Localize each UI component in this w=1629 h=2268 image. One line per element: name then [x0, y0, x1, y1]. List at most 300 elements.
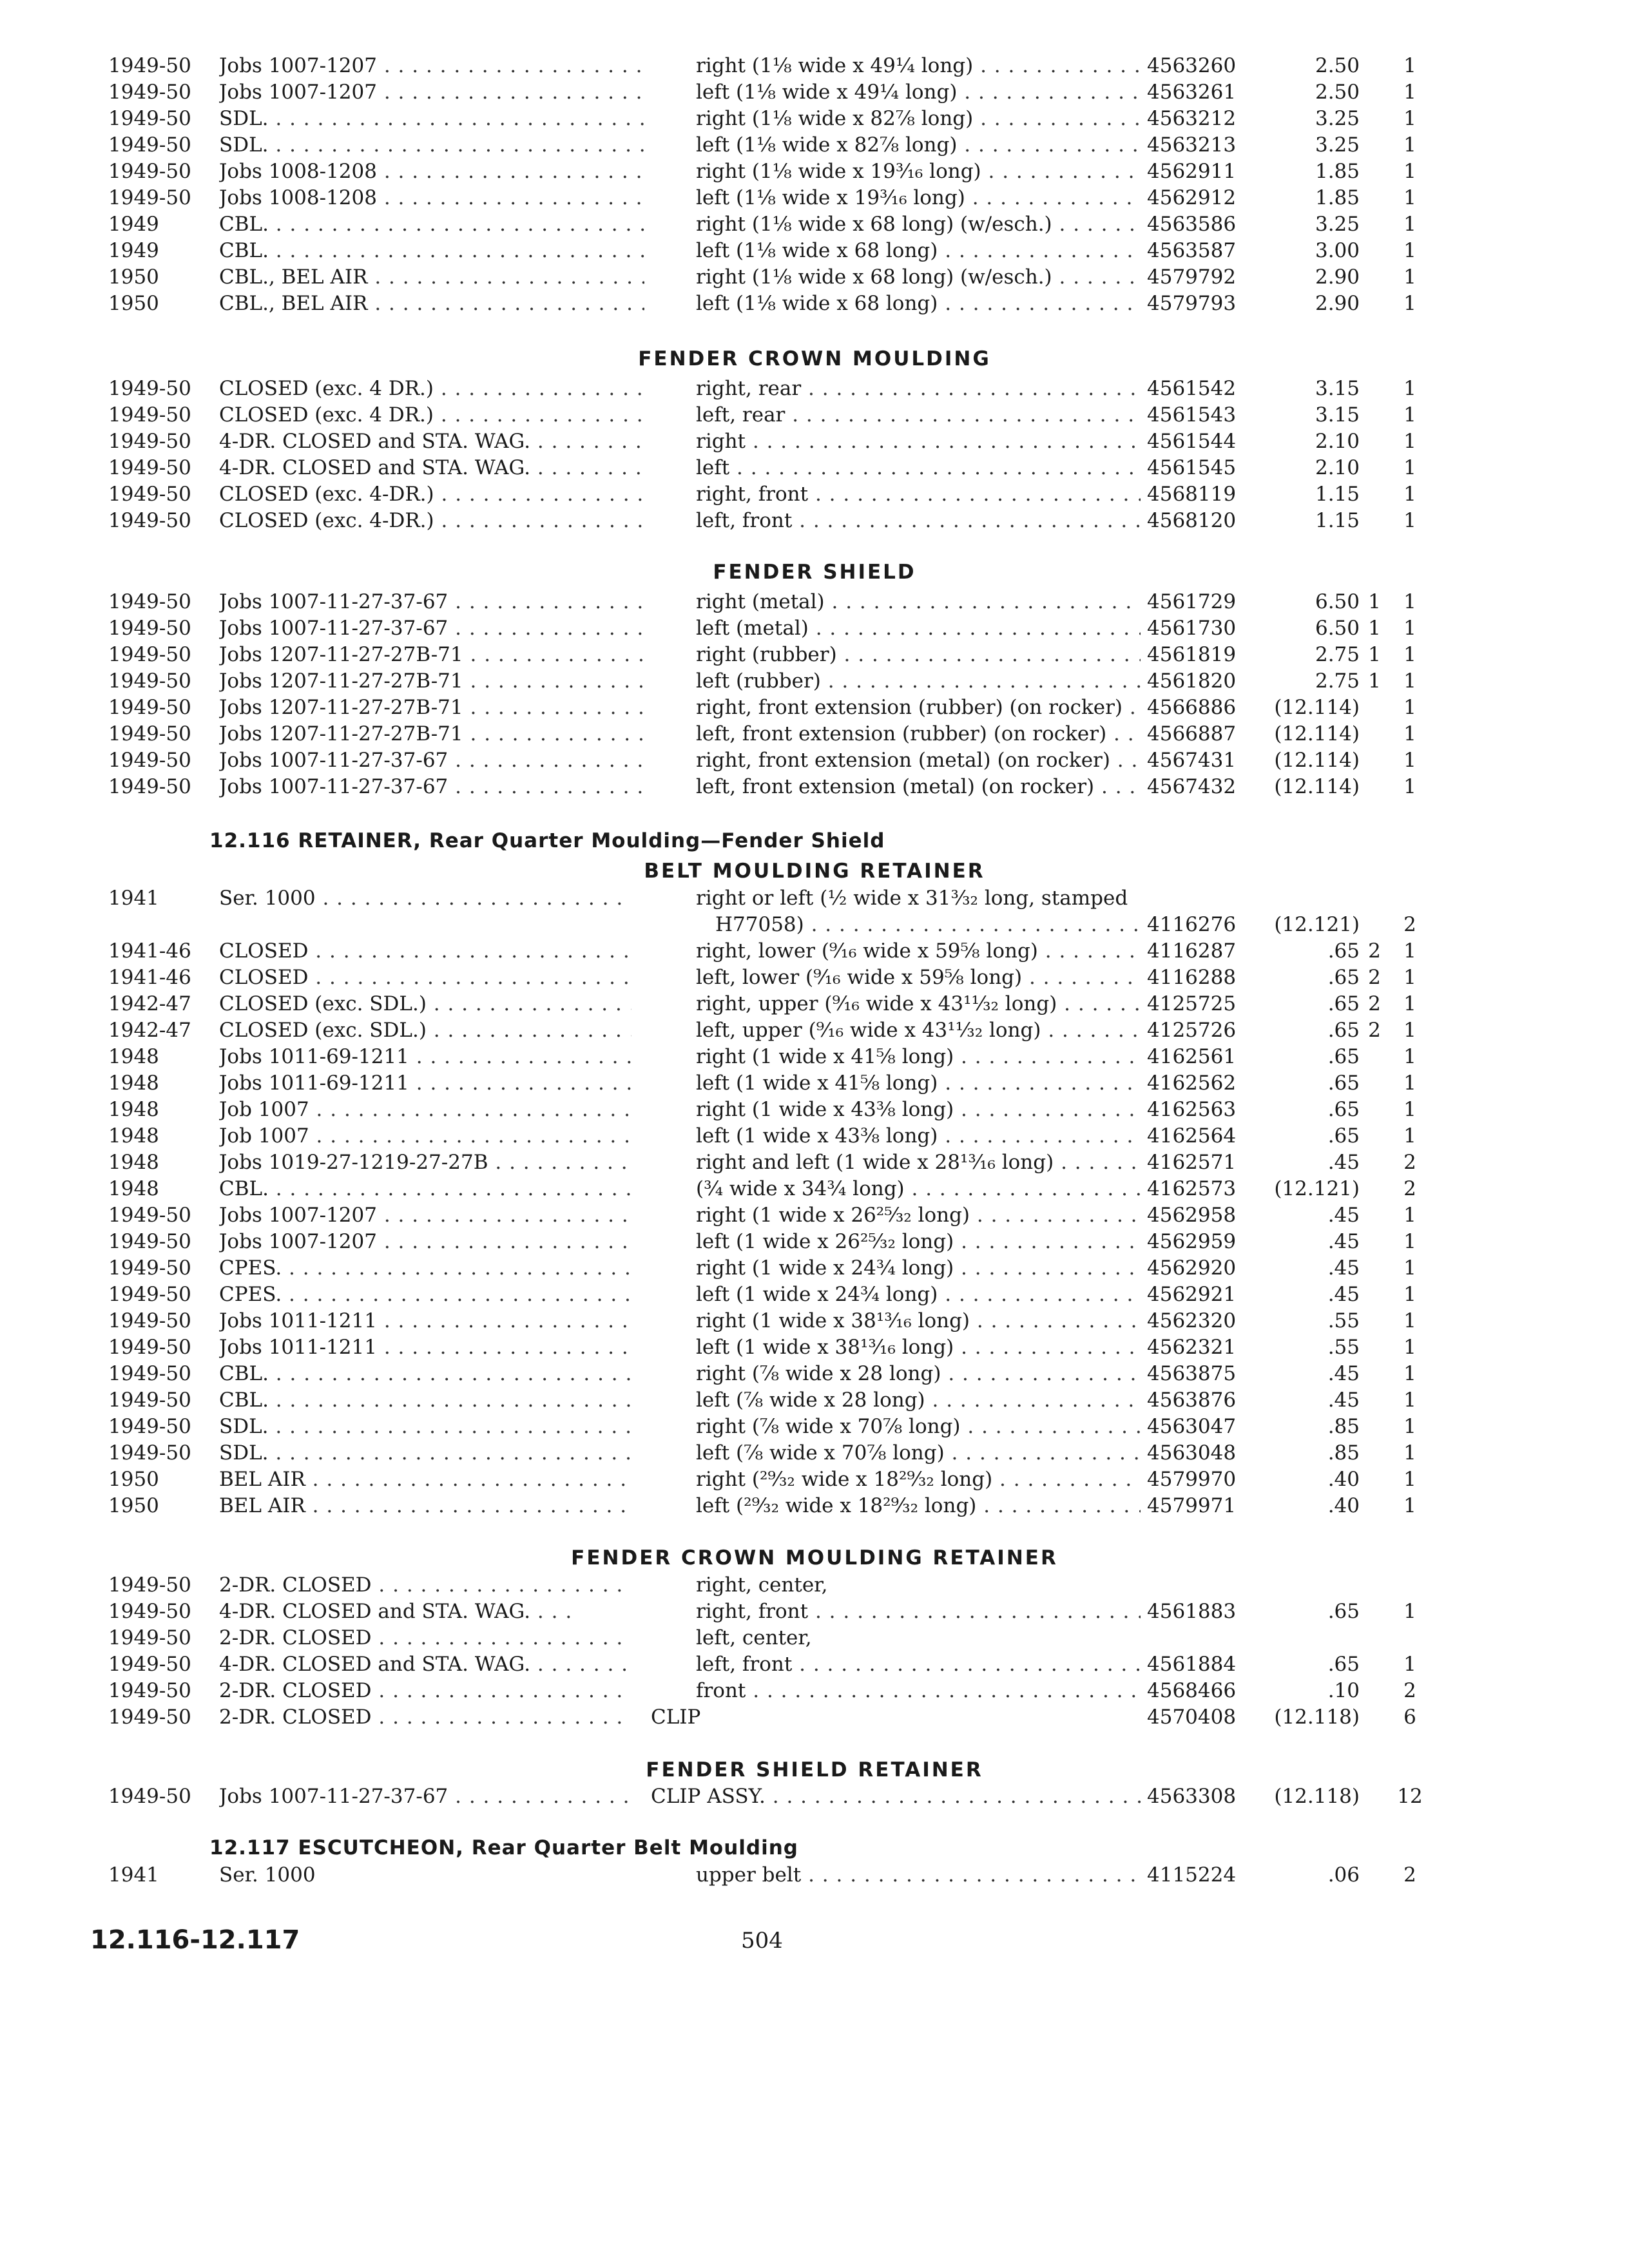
description-cell: left (rubber) . . .	[696, 668, 1141, 694]
table-row	[0, 1493, 1629, 1519]
description-cell: left, center,	[696, 1626, 812, 1649]
description-cell: left, front . . .	[696, 1651, 1141, 1677]
year-cell: 1949-50	[108, 1679, 191, 1702]
table-row	[0, 1440, 1629, 1466]
model-cell: SDL. . . .	[219, 1414, 631, 1439]
price-cell: 3.25	[1315, 133, 1360, 157]
description-cell: right (1 wide x 43⅜ long) . . .	[696, 1097, 1141, 1122]
description-cell: right, front extension (metal) (on rocker) . . .	[696, 747, 1141, 773]
qty-cell: 1	[1403, 1441, 1416, 1465]
table-row	[0, 1017, 1629, 1043]
model-cell: 2-DR. CLOSED . . .	[219, 1572, 631, 1598]
part-number-cell: 4562921	[1147, 1283, 1237, 1306]
part-number-cell: 4561884	[1147, 1653, 1237, 1676]
part-number-cell: 4562911	[1147, 160, 1237, 183]
qty-cell: 1	[1403, 669, 1416, 693]
year-cell: 1949-50	[108, 1204, 191, 1227]
price-cell: 3.25	[1315, 107, 1360, 130]
table-row	[0, 1202, 1629, 1228]
price-cell: .45	[1327, 1204, 1360, 1227]
description-cell: left (⅞ wide x 28 long) . . .	[696, 1387, 1141, 1413]
year-cell: 1949-50	[108, 160, 191, 183]
model-cell: Jobs 1011-1211 . . .	[219, 1308, 631, 1334]
model-cell: Jobs 1008-1208 . . .	[219, 185, 644, 211]
year-cell: 1949-50	[108, 1441, 191, 1465]
table-row	[0, 774, 1629, 800]
part-number-cell: 4116288	[1147, 966, 1237, 989]
year-cell: 1950	[108, 265, 159, 289]
table-row	[0, 428, 1629, 454]
description-cell: left, front . . .	[696, 508, 1141, 533]
model-cell: CLOSED (exc. 4 DR.) . . .	[219, 376, 644, 401]
qty-cell: 1	[1403, 430, 1416, 453]
table-row	[0, 1678, 1629, 1704]
year-cell: 1949-50	[108, 509, 191, 532]
year-cell: 1949-50	[108, 669, 191, 693]
description-cell: right (²⁹⁄₃₂ wide x 18²⁹⁄₃₂ long) . . .	[696, 1466, 1141, 1492]
part-number-cell: 4563213	[1147, 133, 1237, 157]
price-cell: .85	[1327, 1441, 1360, 1465]
description-cell: right (1⅛ wide x 82⅞ long) . . .	[696, 106, 1141, 131]
qty-cell: 1	[1403, 696, 1416, 719]
year-cell: 1949-50	[108, 1785, 191, 1808]
year-cell: 1949-50	[108, 1362, 191, 1385]
qty-cell: 1	[1403, 749, 1416, 772]
table-row	[0, 1651, 1629, 1677]
part-number-cell: 4563260	[1147, 54, 1237, 77]
part-number-cell: 4115224	[1147, 1863, 1237, 1887]
price-cell: 2.90	[1315, 292, 1360, 315]
table-row	[0, 481, 1629, 507]
section-heading: FENDER CROWN MOULDING RETAINER	[571, 1546, 1058, 1570]
qty-cell: 1	[1403, 1230, 1416, 1253]
table-row	[0, 1070, 1629, 1096]
qty-cell: 1	[1403, 239, 1416, 262]
year-cell: 1948	[108, 1098, 159, 1121]
part-number-cell: 4162562	[1147, 1072, 1237, 1095]
qty-cell: 1	[1403, 54, 1416, 77]
table-row	[0, 159, 1629, 184]
part-number-cell: 4116276	[1147, 913, 1237, 936]
qty-cell: 1	[1368, 669, 1381, 693]
model-cell: Jobs 1011-69-1211 . . .	[219, 1044, 631, 1070]
description-cell: left, front extension (rubber) (on rocker) . . .	[696, 721, 1141, 747]
description-cell: left (1⅛ wide x 68 long) . . .	[696, 291, 1141, 316]
qty-cell: 2	[1368, 1019, 1381, 1042]
year-cell: 1948	[108, 1045, 159, 1068]
year-cell: 1949-50	[108, 1573, 191, 1597]
year-cell: 1949-50	[108, 617, 191, 640]
price-cell: .40	[1327, 1494, 1360, 1517]
part-number-cell: 4162573	[1147, 1177, 1237, 1200]
table-row	[0, 912, 1629, 937]
price-cell: .55	[1327, 1309, 1360, 1332]
model-cell: Jobs 1007-1207 . . .	[219, 1202, 631, 1228]
table-row	[0, 291, 1629, 316]
part-number-cell: 4562920	[1147, 1256, 1237, 1280]
table-row	[0, 53, 1629, 79]
table-row	[0, 885, 1629, 911]
description-cell: left (1⅛ wide x 82⅞ long) . . .	[696, 132, 1141, 158]
qty-cell: 1	[1403, 81, 1416, 104]
price-cell: 2.50	[1315, 54, 1360, 77]
description-cell: left (⅞ wide x 70⅞ long) . . .	[696, 1440, 1141, 1466]
price-cell: 2.10	[1315, 456, 1360, 479]
model-cell: CBL. . . .	[219, 238, 644, 264]
year-cell: 1948	[108, 1124, 159, 1148]
description-cell: left, front extension (metal) (on rocker) . . .	[696, 774, 1141, 800]
price-cell: 3.00	[1315, 239, 1360, 262]
table-row	[0, 376, 1629, 401]
part-number-cell: 4566886	[1147, 696, 1237, 719]
year-cell: 1949-50	[108, 456, 191, 479]
qty-cell: 1	[1403, 1124, 1416, 1148]
model-cell: CBL., BEL AIR . . .	[219, 264, 644, 290]
table-row	[0, 1255, 1629, 1281]
model-cell: CLOSED (exc. SDL.) . . .	[219, 1017, 631, 1043]
year-cell: 1949-50	[108, 775, 191, 798]
part-number-cell: 4561542	[1147, 377, 1237, 400]
model-cell: Jobs 1011-69-1211 . . .	[219, 1070, 631, 1096]
description-cell: right (metal) . . .	[696, 589, 1141, 615]
table-row	[0, 668, 1629, 694]
qty-cell: 1	[1403, 775, 1416, 798]
year-cell: 1949-50	[108, 1230, 191, 1253]
qty-cell: 1	[1403, 617, 1416, 640]
qty-cell: 12	[1397, 1785, 1423, 1808]
part-number-cell: 4568120	[1147, 509, 1237, 532]
price-cell: .45	[1327, 1283, 1360, 1306]
model-cell: Job 1007 . . .	[219, 1123, 631, 1149]
year-cell: 1949-50	[108, 1389, 191, 1412]
model-cell: Jobs 1007-11-27-37-67 . . .	[219, 1783, 631, 1809]
part-number-cell: 4562320	[1147, 1309, 1237, 1332]
price-cell: .65	[1327, 1098, 1360, 1121]
qty-cell: 1	[1403, 1098, 1416, 1121]
description-cell: right (1 wide x 41⅝ long) . . .	[696, 1044, 1141, 1070]
description-cell: right (1 wide x 26²⁵⁄₃₂ long) . . .	[696, 1202, 1141, 1228]
description-cell: left, lower (⁹⁄₁₆ wide x 59⅝ long) . . .	[696, 965, 1141, 990]
table-row	[0, 1466, 1629, 1492]
qty-cell: 1	[1403, 1362, 1416, 1385]
part-number-cell: 4561543	[1147, 403, 1237, 427]
description-cell: left (metal) . . .	[696, 615, 1141, 641]
part-number-cell: 4561544	[1147, 430, 1237, 453]
part-number-cell: 4563587	[1147, 239, 1237, 262]
qty-cell: 1	[1403, 1653, 1416, 1676]
description-cell: left (1⅛ wide x 19³⁄₁₆ long) . . .	[696, 185, 1141, 211]
section-heading: BELT MOULDING RETAINER	[644, 860, 985, 883]
model-cell: Jobs 1207-11-27-27B-71 . . .	[219, 695, 644, 720]
table-row	[0, 211, 1629, 237]
qty-cell: 2	[1368, 992, 1381, 1015]
price-cell: .85	[1327, 1415, 1360, 1438]
qty-cell: 1	[1403, 456, 1416, 479]
part-number-cell: 4567431	[1147, 749, 1237, 772]
qty-cell: 1	[1403, 1019, 1416, 1042]
description-cell: left (1⅛ wide x 49¼ long) . . .	[696, 79, 1141, 105]
qty-cell: 1	[1403, 1283, 1416, 1306]
description-cell: left (1 wide x 24¾ long) . . .	[696, 1282, 1141, 1307]
qty-cell: 1	[1403, 966, 1416, 989]
model-cell: SDL. . . .	[219, 132, 644, 158]
description-cell: left (²⁹⁄₃₂ wide x 18²⁹⁄₃₂ long) . . .	[696, 1493, 1141, 1519]
qty-cell: 1	[1403, 939, 1416, 963]
part-number-cell: 4561729	[1147, 590, 1237, 613]
price-cell: 2.90	[1315, 265, 1360, 289]
price-cell: .65	[1327, 1072, 1360, 1095]
description-cell: right . . .	[696, 428, 1141, 454]
model-cell: CBL. . . .	[219, 1361, 631, 1387]
year-cell: 1949-50	[108, 483, 191, 506]
price-cell: 2.10	[1315, 430, 1360, 453]
description-cell: right (1⅛ wide x 19³⁄₁₆ long) . . .	[696, 159, 1141, 184]
qty-cell: 1	[1403, 213, 1416, 236]
part-number-cell: 4162564	[1147, 1124, 1237, 1148]
model-cell: Jobs 1007-11-27-37-67 . . .	[219, 589, 644, 615]
year-cell: 1949-50	[108, 696, 191, 719]
part-number-cell: 4562912	[1147, 186, 1237, 209]
qty-cell: 1	[1403, 292, 1416, 315]
part-number-cell: 4562959	[1147, 1230, 1237, 1253]
part-number-cell: 4568119	[1147, 483, 1237, 506]
qty-cell: 1	[1368, 617, 1381, 640]
table-row	[0, 1599, 1629, 1624]
section-code: 12.116-12.117	[90, 1925, 300, 1955]
description-cell: right or left (½ wide x 31³⁄₃₂ long, stamped	[696, 887, 1128, 910]
description-cell: right (1⅛ wide x 49¼ long) . . .	[696, 53, 1141, 79]
year-cell: 1949	[108, 213, 159, 236]
description-cell: upper belt . . .	[696, 1862, 1141, 1888]
table-row	[0, 1044, 1629, 1070]
table-row	[0, 1282, 1629, 1307]
model-cell: 4-DR. CLOSED and STA. WAG. . . .	[219, 428, 644, 454]
table-row	[0, 1334, 1629, 1360]
table-row	[0, 1361, 1629, 1387]
year-cell: 1949-50	[108, 1626, 191, 1649]
description-cell: right (⅞ wide x 28 long) . . .	[696, 1361, 1141, 1387]
price-cell: (12.121)	[1274, 1177, 1360, 1200]
model-cell: CBL., BEL AIR . . .	[219, 291, 644, 316]
model-cell: CBL. . . .	[219, 211, 644, 237]
part-number-cell: 4563875	[1147, 1362, 1237, 1385]
part-number-cell: 4162571	[1147, 1151, 1237, 1174]
model-cell: CLOSED (exc. 4 DR.) . . .	[219, 402, 644, 428]
price-cell: 6.50	[1315, 590, 1360, 613]
price-cell: .65	[1327, 1124, 1360, 1148]
year-cell: 1948	[108, 1072, 159, 1095]
model-cell: Jobs 1011-1211 . . .	[219, 1334, 631, 1360]
qty-cell: 1	[1403, 1309, 1416, 1332]
price-cell: .65	[1327, 1019, 1360, 1042]
model-cell: Jobs 1007-11-27-37-67 . . .	[219, 747, 644, 773]
price-cell: 1.15	[1315, 509, 1360, 532]
part-number-cell: 4561820	[1147, 669, 1237, 693]
description-cell: CLIP ASSY. . . .	[651, 1783, 1141, 1809]
year-cell: 1949-50	[108, 133, 191, 157]
description-cell: right (⅞ wide x 70⅞ long) . . .	[696, 1414, 1141, 1439]
price-cell: (12.114)	[1274, 722, 1360, 745]
qty-cell: 1	[1403, 186, 1416, 209]
model-cell: Jobs 1007-1207 . . .	[219, 1229, 631, 1254]
table-row	[0, 1704, 1629, 1730]
description-cell: (¾ wide x 34¾ long) . . .	[696, 1176, 1141, 1202]
model-cell: Jobs 1207-11-27-27B-71 . . .	[219, 668, 644, 694]
price-cell: 3.15	[1315, 377, 1360, 400]
qty-cell: 1	[1403, 1389, 1416, 1412]
qty-cell: 2	[1368, 966, 1381, 989]
year-cell: 1941-46	[108, 939, 191, 963]
table-row	[0, 1625, 1629, 1651]
description-cell: right, rear . . .	[696, 376, 1141, 401]
price-cell: .55	[1327, 1336, 1360, 1359]
table-row	[0, 1783, 1629, 1809]
year-cell: 1949-50	[108, 1283, 191, 1306]
part-number-cell: 4570408	[1147, 1706, 1237, 1729]
qty-cell: 2	[1368, 939, 1381, 963]
year-cell: 1949	[108, 239, 159, 262]
qty-cell: 1	[1368, 643, 1381, 666]
qty-cell: 1	[1403, 1600, 1416, 1623]
model-cell: Jobs 1008-1208 . . .	[219, 159, 644, 184]
price-cell: .65	[1327, 966, 1360, 989]
model-cell: CLOSED . . .	[219, 938, 631, 964]
price-cell: 1.85	[1315, 160, 1360, 183]
part-number-cell: 4561545	[1147, 456, 1237, 479]
price-cell: 6.50	[1315, 617, 1360, 640]
table-row	[0, 1414, 1629, 1439]
description-cell: right (1⅛ wide x 68 long) (w/esch.) . . .	[696, 211, 1141, 237]
price-cell: .65	[1327, 1600, 1360, 1623]
part-number-cell: 4562321	[1147, 1336, 1237, 1359]
price-cell: (12.114)	[1274, 749, 1360, 772]
section-subheading: 12.117 ESCUTCHEON, Rear Quarter Belt Moulding	[209, 1836, 798, 1860]
model-cell: 2-DR. CLOSED . . .	[219, 1704, 631, 1730]
qty-cell: 1	[1403, 133, 1416, 157]
model-cell: Jobs 1007-11-27-37-67 . . .	[219, 774, 644, 800]
table-row	[0, 1862, 1629, 1888]
model-cell: CLOSED . . .	[219, 965, 631, 990]
section-subheading: 12.116 RETAINER, Rear Quarter Moulding—Fender Shield	[209, 829, 885, 852]
price-cell: .65	[1327, 939, 1360, 963]
price-cell: .40	[1327, 1468, 1360, 1491]
description-cell: right (rubber) . . .	[696, 642, 1141, 668]
model-cell: 2-DR. CLOSED . . .	[219, 1678, 631, 1704]
year-cell: 1949-50	[108, 377, 191, 400]
year-cell: 1949-50	[108, 749, 191, 772]
model-cell: CBL. . . .	[219, 1176, 631, 1202]
table-row	[0, 642, 1629, 668]
year-cell: 1949-50	[108, 1653, 191, 1676]
table-row	[0, 185, 1629, 211]
description-cell: right, upper (⁹⁄₁₆ wide x 43¹¹⁄₃₂ long) . . .	[696, 991, 1141, 1017]
qty-cell: 1	[1403, 1494, 1416, 1517]
part-number-cell: 4116287	[1147, 939, 1237, 963]
price-cell: 3.25	[1315, 213, 1360, 236]
qty-cell: 2	[1403, 1177, 1416, 1200]
part-number-cell: 4563308	[1147, 1785, 1237, 1808]
qty-cell: 1	[1403, 1204, 1416, 1227]
table-row	[0, 1572, 1629, 1598]
model-cell: Job 1007 . . .	[219, 1097, 631, 1122]
table-row	[0, 991, 1629, 1017]
table-row	[0, 455, 1629, 481]
table-row	[0, 1387, 1629, 1413]
table-row	[0, 695, 1629, 720]
year-cell: 1949-50	[108, 1600, 191, 1623]
price-cell: .65	[1327, 1045, 1360, 1068]
description-cell: left, upper (⁹⁄₁₆ wide x 43¹¹⁄₃₂ long) . . .	[696, 1017, 1141, 1043]
price-cell: (12.118)	[1274, 1706, 1360, 1729]
price-cell: .45	[1327, 1230, 1360, 1253]
year-cell: 1949-50	[108, 643, 191, 666]
qty-cell: 2	[1403, 1863, 1416, 1887]
table-row	[0, 747, 1629, 773]
table-row	[0, 965, 1629, 990]
model-cell: 2-DR. CLOSED . . .	[219, 1625, 631, 1651]
model-cell: Jobs 1207-11-27-27B-71 . . .	[219, 721, 644, 747]
model-cell: Jobs 1007-11-27-37-67 . . .	[219, 615, 644, 641]
table-row	[0, 1097, 1629, 1122]
description-cell: left (1 wide x 26²⁵⁄₃₂ long) . . .	[696, 1229, 1141, 1254]
model-cell: 4-DR. CLOSED and STA. WAG. . . .	[219, 1651, 631, 1677]
year-cell: 1949-50	[108, 81, 191, 104]
price-cell: .10	[1327, 1679, 1360, 1702]
model-cell: CPES. . . .	[219, 1282, 631, 1307]
qty-cell: 1	[1403, 1072, 1416, 1095]
model-cell: Ser. 1000	[219, 1863, 316, 1887]
price-cell: 1.15	[1315, 483, 1360, 506]
model-cell: CLOSED (exc. SDL.) . . .	[219, 991, 631, 1017]
model-cell: SDL. . . .	[219, 1440, 631, 1466]
part-number-cell: 4162563	[1147, 1098, 1237, 1121]
part-number-cell: 4563261	[1147, 81, 1237, 104]
description-cell: right (1 wide x 24¾ long) . . .	[696, 1255, 1141, 1281]
table-row	[0, 508, 1629, 533]
description-cell: left (1 wide x 38¹³⁄₁₆ long) . . .	[696, 1334, 1141, 1360]
part-number-cell: 4563048	[1147, 1441, 1237, 1465]
price-cell: .06	[1327, 1863, 1360, 1887]
description-cell: H77058) . . .	[715, 912, 1141, 937]
page-number: 504	[741, 1928, 783, 1954]
table-row	[0, 1308, 1629, 1334]
price-cell: .45	[1327, 1151, 1360, 1174]
table-row	[0, 1149, 1629, 1175]
table-row	[0, 132, 1629, 158]
description-cell: right, front extension (rubber) (on rocker) . . .	[696, 695, 1141, 720]
description-cell: right, lower (⁹⁄₁₆ wide x 59⅝ long) . . .	[696, 938, 1141, 964]
year-cell: 1949-50	[108, 54, 191, 77]
part-number-cell: 4563876	[1147, 1389, 1237, 1412]
year-cell: 1941	[108, 1863, 159, 1887]
year-cell: 1949-50	[108, 1706, 191, 1729]
model-cell: Ser. 1000 . . .	[219, 885, 631, 911]
qty-cell: 1	[1403, 509, 1416, 532]
year-cell: 1949-50	[108, 590, 191, 613]
year-cell: 1948	[108, 1177, 159, 1200]
qty-cell: 1	[1403, 1415, 1416, 1438]
qty-cell: 2	[1403, 1151, 1416, 1174]
table-row	[0, 402, 1629, 428]
model-cell: SDL. . . .	[219, 106, 644, 131]
qty-cell: 1	[1403, 643, 1416, 666]
year-cell: 1950	[108, 1494, 159, 1517]
year-cell: 1949-50	[108, 403, 191, 427]
section-heading: FENDER SHIELD	[713, 561, 916, 584]
model-cell: 4-DR. CLOSED and STA. WAG. . . .	[219, 455, 644, 481]
part-number-cell: 4563586	[1147, 213, 1237, 236]
description-cell: left (1 wide x 43⅜ long) . . .	[696, 1123, 1141, 1149]
